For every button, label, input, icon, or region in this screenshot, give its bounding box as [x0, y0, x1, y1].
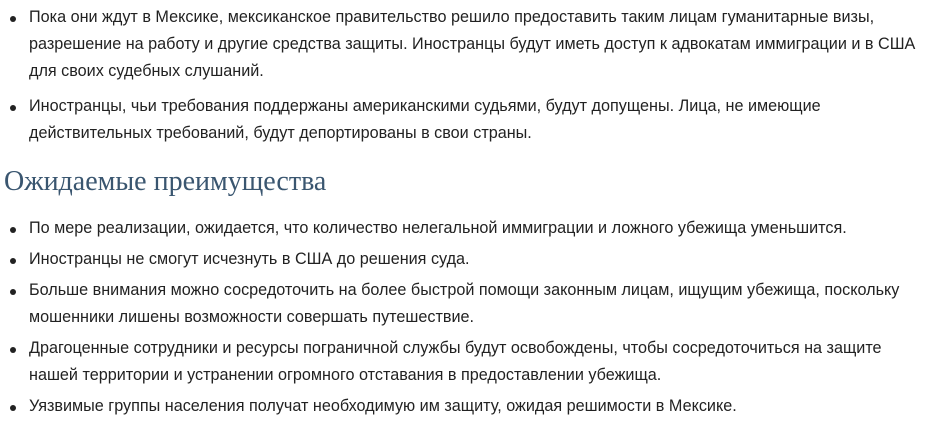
top-bullet-list [0, 4, 935, 147]
list-item-text: Больше внимания можно сосредоточить на более быстрой помощи законным лицам, ищущим убежища, поскольку мошенники лишены возможности совершать путешествие. [29, 281, 900, 326]
list-item-text: Иностранцы, чьи требования поддержаны американскими судьями, будут допущены. Лица, не имеющие действительных требований, будут депортированы в свои страны. [29, 97, 821, 142]
list-item [0, 277, 935, 331]
list-item-text: Драгоценные сотрудники и ресурсы пограничной службы будут освобождены, чтобы сосредоточиться на защите нашей территории и устранении огромного отставания в предоставлении убежища. [29, 339, 882, 384]
list-item-text: Пока они ждут в Мексике, мексиканское правительство решило предоставить таким лицам гуманитарные визы, разрешение на работу и другие средства защиты. Иностранцы будут иметь доступ к адвокатам иммиграции и в США для своих судебных слушаний. [29, 8, 916, 80]
bullet-icon [10, 258, 16, 264]
list-item [0, 335, 935, 389]
list-item [0, 246, 935, 273]
bullet-icon [10, 405, 16, 411]
list-item-text: По мере реализации, ожидается, что количество нелегальной иммиграции и ложного убежища уменьшится. [29, 219, 847, 237]
bullet-icon [10, 227, 16, 233]
section-heading: Ожидаемые преимущества [4, 166, 327, 197]
list-item [0, 393, 935, 420]
bullet-icon [10, 16, 16, 22]
list-item [0, 93, 935, 147]
bullet-icon [10, 347, 16, 353]
list-item-text: Уязвимые группы населения получат необходимую им защиту, ожидая решимости в Мексике. [29, 397, 737, 415]
benefits-bullet-list [0, 215, 935, 420]
list-item-text: Иностранцы не смогут исчезнуть в США до решения суда. [29, 250, 470, 268]
bullet-icon [10, 105, 16, 111]
list-item [0, 4, 935, 85]
bullet-icon [10, 289, 16, 295]
list-item [0, 215, 935, 242]
